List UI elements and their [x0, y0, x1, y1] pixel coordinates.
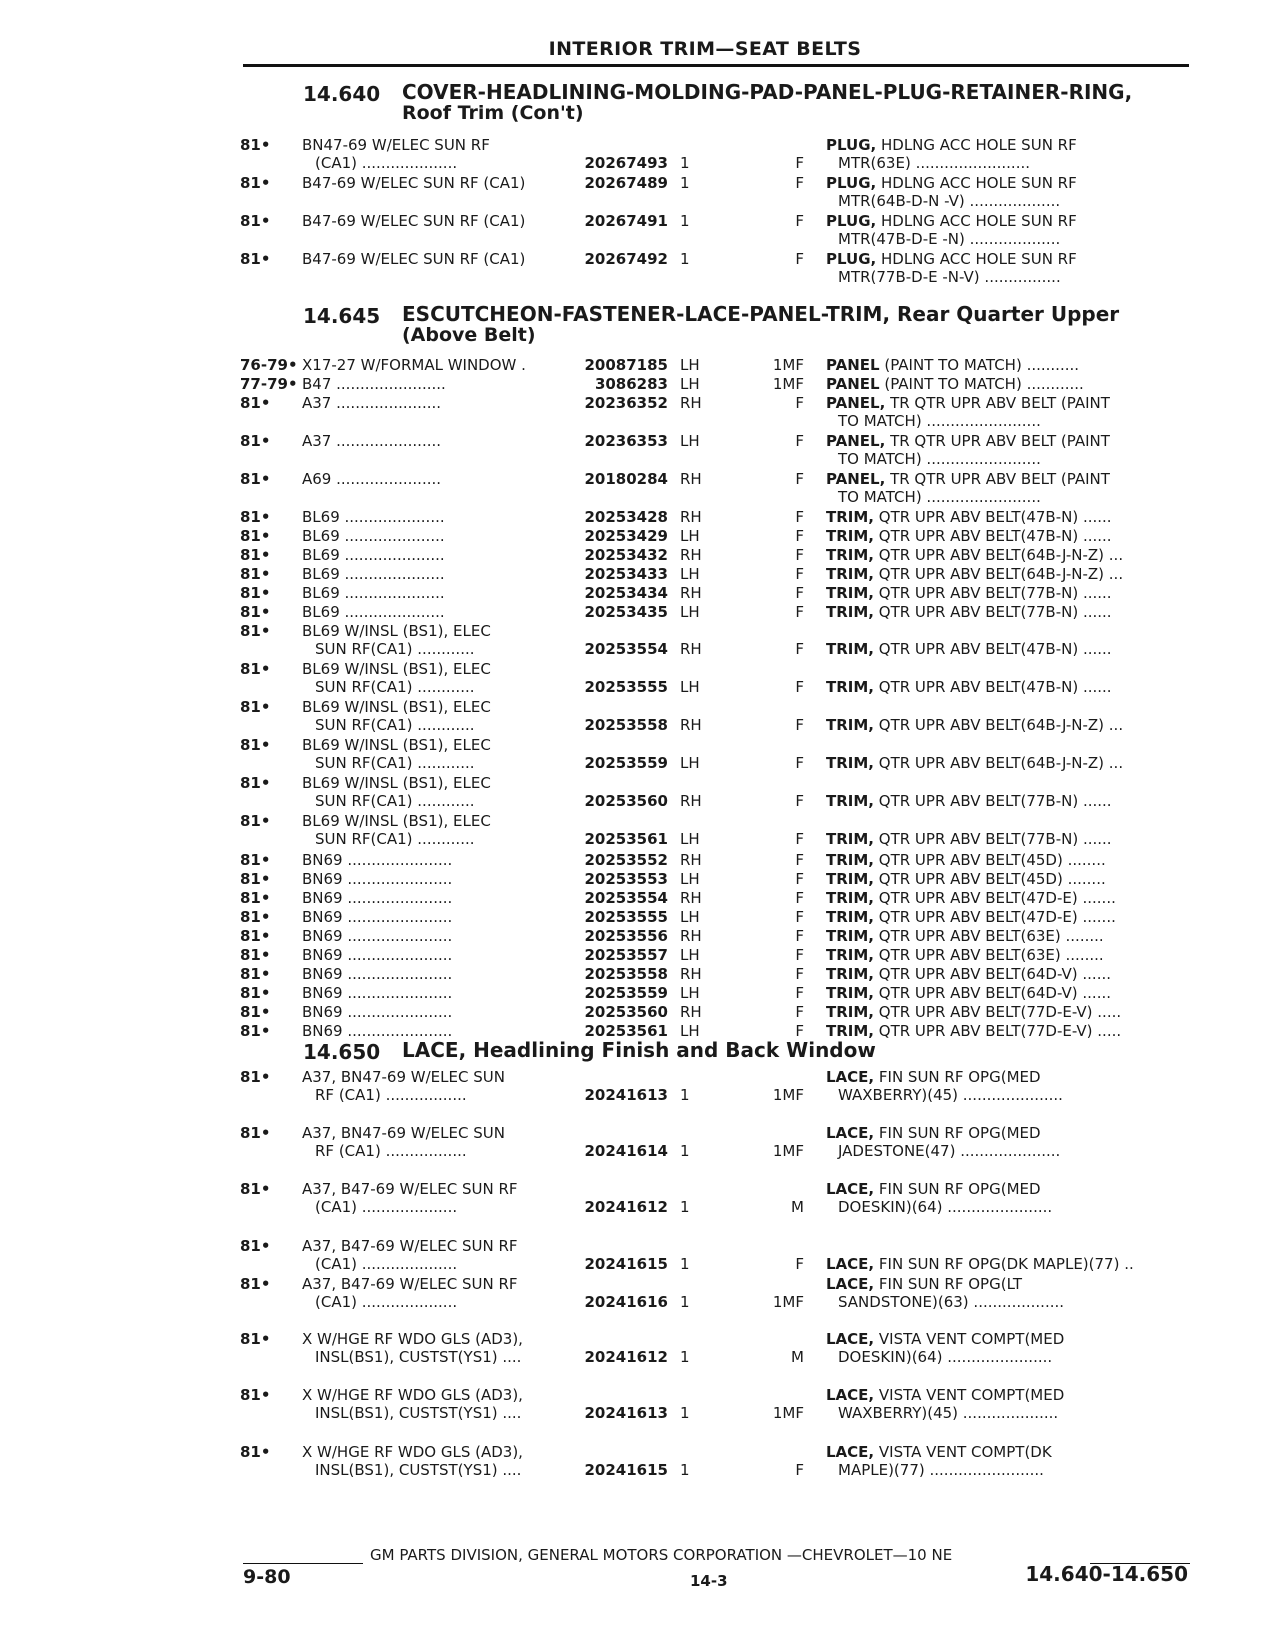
row-quantity: LH	[680, 946, 700, 964]
row-part-number: 20253554	[584, 889, 668, 907]
row-year: 81•	[240, 774, 271, 792]
row-year: 81•	[240, 565, 271, 583]
row-quantity: LH	[680, 375, 700, 393]
row-code: F	[795, 1003, 804, 1021]
page-header-title: INTERIOR TRIM—SEAT BELTS	[548, 38, 862, 60]
row-quantity: 1	[680, 1255, 690, 1273]
section-title: LACE, Headlining Finish and Back Window	[402, 1038, 876, 1062]
row-part-name: TRIM, QTR UPR ABV BELT(47D-E) .......	[826, 889, 1116, 907]
row-description: B47-69 W/ELEC SUN RF (CA1)	[302, 250, 526, 268]
row-part-number: 20253558	[584, 965, 668, 983]
row-description: BL69 W/INSL (BS1), ELEC SUN RF(CA1) ............	[302, 622, 491, 658]
row-part-number: 20267491	[584, 212, 668, 230]
row-year: 81•	[240, 870, 271, 888]
row-description: BL69 W/INSL (BS1), ELEC SUN RF(CA1) ............	[302, 660, 491, 696]
row-year: 81•	[240, 1237, 271, 1255]
row-code: F	[795, 470, 804, 488]
footer-page-number: 14-3	[690, 1572, 728, 1590]
row-year: 81•	[240, 527, 271, 545]
row-description: A37, B47-69 W/ELEC SUN RF (CA1) ....................	[302, 1237, 518, 1273]
row-description: BN69 ......................	[302, 965, 453, 983]
row-code: F	[795, 1461, 804, 1479]
row-part-name: TRIM, QTR UPR ABV BELT(63E) ........	[826, 927, 1104, 945]
row-part-number: 20241613	[584, 1086, 668, 1104]
row-quantity: 1	[680, 174, 690, 192]
row-description: BL69 .....................	[302, 508, 445, 526]
row-part-name: PANEL (PAINT TO MATCH) ............	[826, 375, 1084, 393]
row-part-name: PANEL, TR QTR UPR ABV BELT (PAINT TO MATCH) ........................	[826, 394, 1110, 430]
row-code: F	[795, 546, 804, 564]
row-part-number: 20180284	[584, 470, 668, 488]
row-part-number: 3086283	[594, 375, 668, 393]
row-quantity: LH	[680, 356, 700, 374]
row-description: BL69 .....................	[302, 546, 445, 564]
row-quantity: 1	[680, 1142, 690, 1160]
row-part-name: LACE, FIN SUN RF OPG(LT SANDSTONE)(63) ...................	[826, 1275, 1065, 1311]
row-quantity: RH	[680, 792, 702, 810]
row-part-number: 20241612	[584, 1198, 668, 1216]
row-description: A37, B47-69 W/ELEC SUN RF (CA1) ....................	[302, 1180, 518, 1216]
row-description: BN69 ......................	[302, 851, 453, 869]
row-year: 81•	[240, 698, 271, 716]
row-code: F	[795, 212, 804, 230]
row-year: 81•	[240, 908, 271, 926]
row-part-number: 20241613	[584, 1404, 668, 1422]
row-code: F	[795, 678, 804, 696]
row-quantity: LH	[680, 908, 700, 926]
row-part-number: 20253434	[584, 584, 668, 602]
row-part-number: 20253559	[584, 984, 668, 1002]
footer-section-range: 14.640-14.650	[1025, 1562, 1188, 1586]
row-part-number: 20253561	[584, 1022, 668, 1040]
row-code: F	[795, 394, 804, 412]
row-year: 81•	[240, 394, 271, 412]
row-quantity: RH	[680, 470, 702, 488]
row-year: 81•	[240, 1068, 271, 1086]
row-description: BL69 W/INSL (BS1), ELEC SUN RF(CA1) ............	[302, 774, 491, 810]
row-part-number: 20241616	[584, 1293, 668, 1311]
row-part-name: TRIM, QTR UPR ABV BELT(47B-N) ......	[826, 508, 1112, 526]
row-year: 81•	[240, 1022, 271, 1040]
row-quantity: LH	[680, 830, 700, 848]
section-number: 14.650	[303, 1040, 381, 1064]
row-year: 81•	[240, 946, 271, 964]
row-quantity: LH	[680, 678, 700, 696]
row-part-name: TRIM, QTR UPR ABV BELT(47B-N) ......	[826, 527, 1112, 545]
row-part-name: PLUG, HDLNG ACC HOLE SUN RF MTR(77B-D-E -N-V) ................	[826, 250, 1077, 286]
row-year: 81•	[240, 250, 271, 268]
row-quantity: 1	[680, 1086, 690, 1104]
row-description: BL69 W/INSL (BS1), ELEC SUN RF(CA1) ............	[302, 812, 491, 848]
row-description: B47-69 W/ELEC SUN RF (CA1)	[302, 212, 526, 230]
row-description: BN47-69 W/ELEC SUN RF (CA1) ....................	[302, 136, 490, 172]
row-code: F	[795, 830, 804, 848]
row-description: BL69 W/INSL (BS1), ELEC SUN RF(CA1) ............	[302, 736, 491, 772]
row-year: 81•	[240, 984, 271, 1002]
row-quantity: RH	[680, 889, 702, 907]
row-code: F	[795, 508, 804, 526]
row-year: 81•	[240, 622, 271, 640]
row-year: 81•	[240, 1386, 271, 1404]
row-part-name: PANEL, TR QTR UPR ABV BELT (PAINT TO MATCH) ........................	[826, 470, 1110, 506]
row-part-number: 20253561	[584, 830, 668, 848]
row-part-number: 20241612	[584, 1348, 668, 1366]
row-code: F	[795, 927, 804, 945]
row-description: BL69 .....................	[302, 565, 445, 583]
row-code: F	[795, 851, 804, 869]
row-description: X W/HGE RF WDO GLS (AD3), INSL(BS1), CUSTST(YS1) ....	[302, 1330, 523, 1366]
row-year: 81•	[240, 812, 271, 830]
row-part-name: LACE, VISTA VENT COMPT(MED WAXBERRY)(45) ....................	[826, 1386, 1065, 1422]
row-part-number: 20253552	[584, 851, 668, 869]
row-code: 1MF	[772, 1404, 804, 1422]
footer-rule	[243, 1563, 363, 1564]
row-part-name: TRIM, QTR UPR ABV BELT(64B-J-N-Z) ...	[826, 546, 1124, 564]
row-quantity: LH	[680, 870, 700, 888]
row-part-name: PLUG, HDLNG ACC HOLE SUN RF MTR(64B-D-N -V) ...................	[826, 174, 1077, 210]
row-part-number: 20253560	[584, 1003, 668, 1021]
row-year: 81•	[240, 1443, 271, 1461]
section-title: COVER-HEADLINING-MOLDING-PAD-PANEL-PLUG-RETAINER-RING, Roof Trim (Con't)	[402, 80, 1133, 124]
row-quantity: 1	[680, 250, 690, 268]
row-part-number: 20253428	[584, 508, 668, 526]
row-year: 81•	[240, 546, 271, 564]
row-code: F	[795, 754, 804, 772]
row-description: BN69 ......................	[302, 1022, 453, 1040]
row-quantity: 1	[680, 1348, 690, 1366]
row-code: M	[791, 1198, 804, 1216]
row-description: BN69 ......................	[302, 908, 453, 926]
row-quantity: 1	[680, 212, 690, 230]
row-description: B47-69 W/ELEC SUN RF (CA1)	[302, 174, 526, 192]
row-code: M	[791, 1348, 804, 1366]
row-quantity: 1	[680, 1293, 690, 1311]
row-part-name: TRIM, QTR UPR ABV BELT(45D) ........	[826, 870, 1106, 888]
row-part-number: 20241614	[584, 1142, 668, 1160]
row-description: X17-27 W/FORMAL WINDOW .	[302, 356, 526, 374]
row-part-number: 20087185	[584, 356, 668, 374]
row-part-name: TRIM, QTR UPR ABV BELT(64B-J-N-Z) ...	[826, 716, 1124, 734]
row-part-name: LACE, FIN SUN RF OPG(MED DOESKIN)(64) ......................	[826, 1180, 1053, 1216]
row-description: A37 ......................	[302, 394, 442, 412]
row-part-name: TRIM, QTR UPR ABV BELT(63E) ........	[826, 946, 1104, 964]
section-number: 14.645	[303, 304, 381, 328]
row-part-number: 20236353	[584, 432, 668, 450]
row-quantity: RH	[680, 851, 702, 869]
row-code: F	[795, 154, 804, 172]
header-rule	[243, 64, 1189, 67]
row-quantity: RH	[680, 640, 702, 658]
section-title: ESCUTCHEON-FASTENER-LACE-PANEL-TRIM, Rear Quarter Upper (Above Belt)	[402, 302, 1120, 346]
row-year: 81•	[240, 1124, 271, 1142]
row-part-name: LACE, FIN SUN RF OPG(MED WAXBERRY)(45) .....................	[826, 1068, 1063, 1104]
row-part-name: TRIM, QTR UPR ABV BELT(77B-N) ......	[826, 792, 1112, 810]
row-part-name: LACE, VISTA VENT COMPT(DK MAPLE)(77) ........................	[826, 1443, 1052, 1479]
row-part-number: 20253559	[584, 754, 668, 772]
row-part-number: 20253556	[584, 927, 668, 945]
row-description: BL69 .....................	[302, 584, 445, 602]
row-part-name: PLUG, HDLNG ACC HOLE SUN RF MTR(47B-D-E -N) ...................	[826, 212, 1077, 248]
row-part-name: PLUG, HDLNG ACC HOLE SUN RF MTR(63E) ........................	[826, 136, 1077, 172]
row-quantity: 1	[680, 1404, 690, 1422]
row-part-name: LACE, VISTA VENT COMPT(MED DOESKIN)(64) ......................	[826, 1330, 1065, 1366]
row-quantity: LH	[680, 565, 700, 583]
row-code: F	[795, 432, 804, 450]
row-part-number: 20253557	[584, 946, 668, 964]
row-description: BN69 ......................	[302, 946, 453, 964]
row-description: A37 ......................	[302, 432, 442, 450]
section-subtitle: Roof Trim (Con't)	[402, 102, 584, 124]
row-part-name: LACE, FIN SUN RF OPG(MED JADESTONE(47) .....................	[826, 1124, 1061, 1160]
footer-date: 9-80	[243, 1566, 291, 1588]
row-code: F	[795, 792, 804, 810]
row-quantity: LH	[680, 527, 700, 545]
row-year: 81•	[240, 584, 271, 602]
row-quantity: LH	[680, 754, 700, 772]
row-part-number: 20267492	[584, 250, 668, 268]
row-part-name: PANEL (PAINT TO MATCH) ...........	[826, 356, 1080, 374]
row-year: 81•	[240, 470, 271, 488]
row-part-name: TRIM, QTR UPR ABV BELT(64D-V) ......	[826, 965, 1111, 983]
row-code: F	[795, 889, 804, 907]
row-part-number: 20253429	[584, 527, 668, 545]
row-part-number: 20267489	[584, 174, 668, 192]
row-year: 81•	[240, 965, 271, 983]
row-code: F	[795, 603, 804, 621]
row-year: 81•	[240, 212, 271, 230]
row-code: F	[795, 1022, 804, 1040]
row-part-name: TRIM, QTR UPR ABV BELT(47D-E) .......	[826, 908, 1116, 926]
row-quantity: LH	[680, 603, 700, 621]
row-year: 81•	[240, 603, 271, 621]
row-code: 1MF	[772, 1142, 804, 1160]
row-part-number: 20253555	[584, 678, 668, 696]
row-part-name: LACE, FIN SUN RF OPG(DK MAPLE)(77) ..	[826, 1255, 1134, 1273]
row-part-number: 20253554	[584, 640, 668, 658]
row-part-name: TRIM, QTR UPR ABV BELT(47B-N) ......	[826, 640, 1112, 658]
row-code: F	[795, 908, 804, 926]
row-part-name: TRIM, QTR UPR ABV BELT(77B-N) ......	[826, 603, 1112, 621]
row-code: 1MF	[772, 1293, 804, 1311]
section-subtitle: (Above Belt)	[402, 324, 536, 346]
row-part-number: 20267493	[584, 154, 668, 172]
row-quantity: RH	[680, 394, 702, 412]
row-part-number: 20241615	[584, 1461, 668, 1479]
row-part-name: TRIM, QTR UPR ABV BELT(64B-J-N-Z) ...	[826, 565, 1124, 583]
row-part-name: TRIM, QTR UPR ABV BELT(77B-N) ......	[826, 584, 1112, 602]
row-code: 1MF	[772, 375, 804, 393]
row-part-name: TRIM, QTR UPR ABV BELT(64B-J-N-Z) ...	[826, 754, 1124, 772]
row-code: F	[795, 1255, 804, 1273]
row-year: 81•	[240, 1330, 271, 1348]
row-quantity: LH	[680, 432, 700, 450]
row-description: X W/HGE RF WDO GLS (AD3), INSL(BS1), CUSTST(YS1) ....	[302, 1386, 523, 1422]
row-code: F	[795, 527, 804, 545]
row-quantity: 1	[680, 1198, 690, 1216]
row-description: BL69 W/INSL (BS1), ELEC SUN RF(CA1) ............	[302, 698, 491, 734]
row-code: F	[795, 584, 804, 602]
row-year: 77-79•	[240, 375, 298, 393]
row-year: 81•	[240, 1180, 271, 1198]
row-code: F	[795, 870, 804, 888]
row-part-name: PANEL, TR QTR UPR ABV BELT (PAINT TO MATCH) ........................	[826, 432, 1110, 468]
row-part-name: TRIM, QTR UPR ABV BELT(47B-N) ......	[826, 678, 1112, 696]
row-code: 1MF	[772, 1086, 804, 1104]
row-quantity: LH	[680, 1022, 700, 1040]
row-year: 81•	[240, 736, 271, 754]
row-description: A37, BN47-69 W/ELEC SUN RF (CA1) .................	[302, 1124, 505, 1160]
row-description: A69 ......................	[302, 470, 442, 488]
row-quantity: 1	[680, 1461, 690, 1479]
row-part-number: 20253435	[584, 603, 668, 621]
row-quantity: RH	[680, 965, 702, 983]
row-code: 1MF	[772, 356, 804, 374]
row-description: BN69 ......................	[302, 984, 453, 1002]
row-code: F	[795, 965, 804, 983]
row-description: BN69 ......................	[302, 870, 453, 888]
row-part-name: TRIM, QTR UPR ABV BELT(45D) ........	[826, 851, 1106, 869]
row-description: BN69 ......................	[302, 927, 453, 945]
row-year: 81•	[240, 660, 271, 678]
row-year: 81•	[240, 1275, 271, 1293]
row-code: F	[795, 716, 804, 734]
row-code: F	[795, 565, 804, 583]
row-part-name: TRIM, QTR UPR ABV BELT(77D-E-V) .....	[826, 1003, 1122, 1021]
row-quantity: 1	[680, 154, 690, 172]
row-code: F	[795, 946, 804, 964]
row-description: X W/HGE RF WDO GLS (AD3), INSL(BS1), CUSTST(YS1) ....	[302, 1443, 523, 1479]
row-quantity: RH	[680, 1003, 702, 1021]
row-part-number: 20236352	[584, 394, 668, 412]
row-year: 81•	[240, 927, 271, 945]
footer-publisher: GM PARTS DIVISION, GENERAL MOTORS CORPORATION —CHEVROLET—10 NE	[370, 1546, 953, 1564]
row-part-number: 20253558	[584, 716, 668, 734]
row-quantity: RH	[680, 546, 702, 564]
section-number: 14.640	[303, 82, 381, 106]
row-quantity: RH	[680, 927, 702, 945]
row-year: 81•	[240, 1003, 271, 1021]
row-description: B47 .......................	[302, 375, 446, 393]
row-code: F	[795, 640, 804, 658]
row-quantity: RH	[680, 716, 702, 734]
row-quantity: RH	[680, 508, 702, 526]
row-description: A37, BN47-69 W/ELEC SUN RF (CA1) .................	[302, 1068, 505, 1104]
row-year: 81•	[240, 851, 271, 869]
row-year: 81•	[240, 432, 271, 450]
row-year: 76-79•	[240, 356, 298, 374]
row-year: 81•	[240, 889, 271, 907]
row-part-number: 20253553	[584, 870, 668, 888]
row-part-number: 20253560	[584, 792, 668, 810]
row-part-name: TRIM, QTR UPR ABV BELT(64D-V) ......	[826, 984, 1111, 1002]
row-part-name: TRIM, QTR UPR ABV BELT(77B-N) ......	[826, 830, 1112, 848]
row-description: BL69 .....................	[302, 527, 445, 545]
row-code: F	[795, 174, 804, 192]
row-part-number: 20241615	[584, 1255, 668, 1273]
row-description: A37, B47-69 W/ELEC SUN RF (CA1) ....................	[302, 1275, 518, 1311]
row-year: 81•	[240, 508, 271, 526]
row-description: BL69 .....................	[302, 603, 445, 621]
row-quantity: RH	[680, 584, 702, 602]
row-code: F	[795, 250, 804, 268]
row-quantity: LH	[680, 984, 700, 1002]
row-year: 81•	[240, 136, 271, 154]
row-description: BN69 ......................	[302, 1003, 453, 1021]
row-description: BN69 ......................	[302, 889, 453, 907]
row-part-number: 20253555	[584, 908, 668, 926]
row-part-number: 20253433	[584, 565, 668, 583]
row-part-name: TRIM, QTR UPR ABV BELT(77D-E-V) .....	[826, 1022, 1122, 1040]
row-part-number: 20253432	[584, 546, 668, 564]
row-code: F	[795, 984, 804, 1002]
row-year: 81•	[240, 174, 271, 192]
